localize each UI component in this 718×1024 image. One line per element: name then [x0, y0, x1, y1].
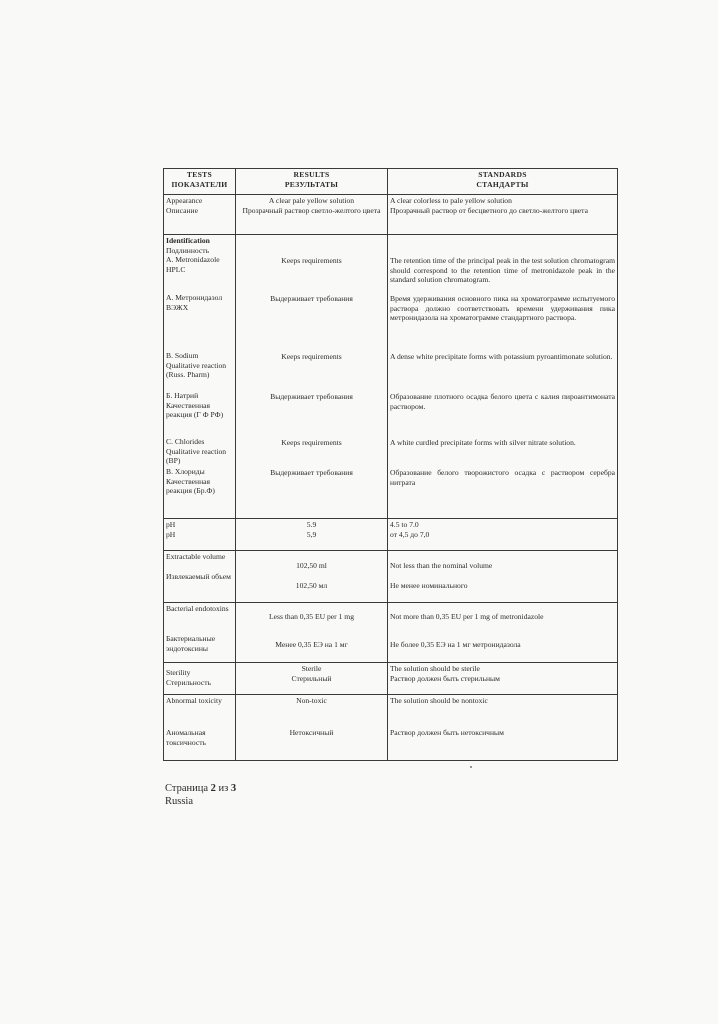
id-c-ru-result: Выдерживает требования — [270, 468, 353, 477]
header-standards: STANDARDS СТАНДАРТЫ — [388, 169, 618, 195]
result-toxicity: Non-toxic Нетоксичный — [236, 695, 388, 761]
header-results: RESULTS РЕЗУЛЬТАТЫ — [236, 169, 388, 195]
id-a-ru-standard: Время удерживания основного пика на хроматограмме испытуемого раствора должно соответствовать времени удерживания пика метронидазола на хроматограмме стандартного раствора. — [390, 294, 615, 323]
standard-toxicity: The solution should be nontoxic Раствор должен быть нетоксичным — [388, 695, 618, 761]
id-a-en-standard: The retention time of the principal peak in the test solution chromatogram should correspond to the retention time of metronidazole peak in the standard solution chromatogram. — [390, 256, 615, 285]
id-c-en-test: C. Chlorides Qualitative reaction (BP) — [166, 437, 227, 466]
standard-extractable: Not less than the nominal volume Не менее номинального — [388, 551, 618, 603]
test-identification: Identification Подлинность A. Metronidazole HPLC А. Метронидазол ВЭЖХ B. Sodium Qualitative reaction (Russ. Pharm) Б. Натрий Качественная реакция (Г Ф РФ) C. Chlorides Qualitative reaction (BP) В. Хлориды Качественная реакция (Бр.Ф) — [164, 235, 236, 519]
test-sterility: Sterility Стерильность — [164, 663, 236, 695]
result-appearance: A clear pale yellow solution Прозрачный раствор светло-желтого цвета — [236, 195, 388, 235]
standard-appearance: A clear colorless to pale yellow solution Прозрачный раствор от бесцветного до светло-желтого цвета — [388, 195, 618, 235]
header-tests: TESTS ПОКАЗАТЕЛИ — [164, 169, 236, 195]
table-row-toxicity — [164, 695, 618, 761]
id-b-en-result: Keeps requirements — [281, 352, 342, 361]
test-extractable: Extractable volume Извлекаемый объем — [164, 551, 236, 603]
table-header-row — [164, 169, 618, 195]
table-row-ph — [164, 519, 618, 551]
test-endotoxins: Bacterial endotoxins Бактериальные эндотоксины — [164, 603, 236, 663]
test-appearance: Appearance Описание — [164, 195, 236, 235]
scan-speck — [470, 766, 472, 768]
standard-endotoxins: Not more than 0,35 EU per 1 mg of metronidazole Не более 0,35 ЕЭ на 1 мг метронидазола — [388, 603, 618, 663]
table-row-extractable — [164, 551, 618, 603]
table-row-sterility — [164, 663, 618, 695]
test-toxicity: Abnormal toxicity Аномальная токсичность — [164, 695, 236, 761]
page-counter: Страница 2 из 3 — [165, 783, 237, 794]
id-c-ru-test: В. Хлориды Качественная реакция (Бр.Ф) — [166, 467, 215, 496]
result-extractable: 102,50 ml 102,50 мл — [236, 551, 388, 603]
result-identification — [236, 235, 388, 519]
id-a-en-result: Keeps requirements — [281, 256, 342, 265]
id-c-ru-standard: Образование белого творожистого осадка с раствором серебра нитрата — [390, 468, 615, 487]
id-b-ru-test: Б. Натрий Качественная реакция (Г Ф РФ) — [166, 391, 224, 420]
certificate-table — [163, 168, 618, 761]
id-b-en-test: B. Sodium Qualitative reaction (Russ. Pharm) — [166, 351, 227, 380]
id-c-en-standard: A white curdled precipitate forms with silver nitrate solution. — [390, 438, 576, 447]
result-ph: 5.9 5,9 — [236, 519, 388, 551]
standard-sterility: The solution should be sterile Раствор должен быть стерильным — [388, 663, 618, 695]
id-b-en-standard: A dense white precipitate forms with potassium pyroantimonate solution. — [390, 352, 613, 361]
id-b-ru-result: Выдерживает требования — [270, 392, 353, 401]
id-a-ru-test: А. Метронидазол ВЭЖХ — [166, 293, 223, 312]
table-row-identification — [164, 235, 618, 519]
standard-ph: 4.5 to 7.0 от 4,5 до 7,0 — [388, 519, 618, 551]
id-a-en-test: A. Metronidazole HPLC — [166, 255, 220, 274]
id-b-ru-standard: Образование плотного осадка белого цвета с калия пироантимоната раствором. — [390, 392, 615, 411]
id-a-ru-result: Выдерживает требования — [270, 294, 353, 303]
page-footer — [165, 782, 236, 808]
id-c-en-result: Keeps requirements — [281, 438, 342, 447]
result-sterility: Sterile Стерильный — [236, 663, 388, 695]
table-row-endotoxins — [164, 603, 618, 663]
table-row-appearance — [164, 195, 618, 235]
test-ph: pH pH — [164, 519, 236, 551]
result-endotoxins: Less than 0,35 EU per 1 mg Менее 0,35 ЕЭ на 1 мг — [236, 603, 388, 663]
standard-identification — [388, 235, 618, 519]
footer-country: Russia — [165, 796, 194, 807]
